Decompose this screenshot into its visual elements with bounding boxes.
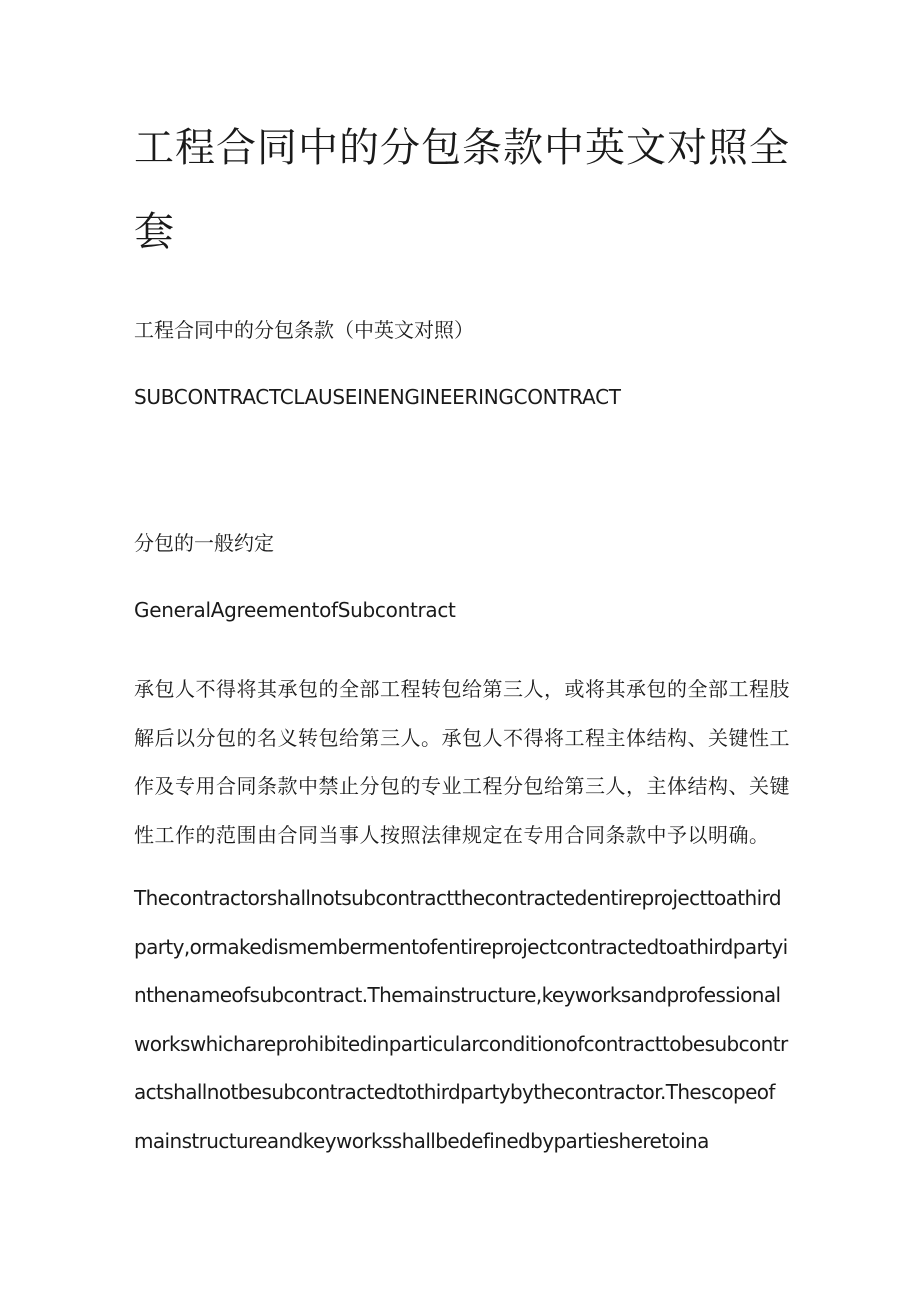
section-heading-chinese: 分包的一般约定 xyxy=(134,531,274,555)
subtitle-chinese: 工程合同中的分包条款（中英文对照） xyxy=(134,318,474,342)
subtitle-english: SUBCONTRACTCLAUSEINENGINEERINGCONTRACT xyxy=(134,385,621,409)
paragraph-english: Thecontractorshallnotsubcontractthecontractedentireprojecttoathirdparty,ormakedismembermentofentireprojectcontractedtoathirdpartyinthenameofsubcontract.Themainstructure,keyworksandprofessionalworkswhichareprohibitedinparticularconditionofcontracttobesubcontractshallnotbesubcontractedtothirdpartybythecontractor.Thescopeofmainstructureandkeyworksshallbedefinedbypartiesheretoina xyxy=(134,886,788,1153)
paragraph-chinese: 承包人不得将其承包的全部工程转包给第三人，或将其承包的全部工程肢解后以分包的名义转包给第三人。承包人不得将工程主体结构、关键性工作及专用合同条款中禁止分包的专业工程分包给第三人，主体结构、关键性工作的范围由合同当事人按照法律规定在专用合同条款中予以明确。 xyxy=(134,677,790,847)
section-heading-english: GeneralAgreementofSubcontract xyxy=(134,598,456,622)
document-title: 工程合同中的分包条款中英文对照全套 xyxy=(134,125,790,255)
